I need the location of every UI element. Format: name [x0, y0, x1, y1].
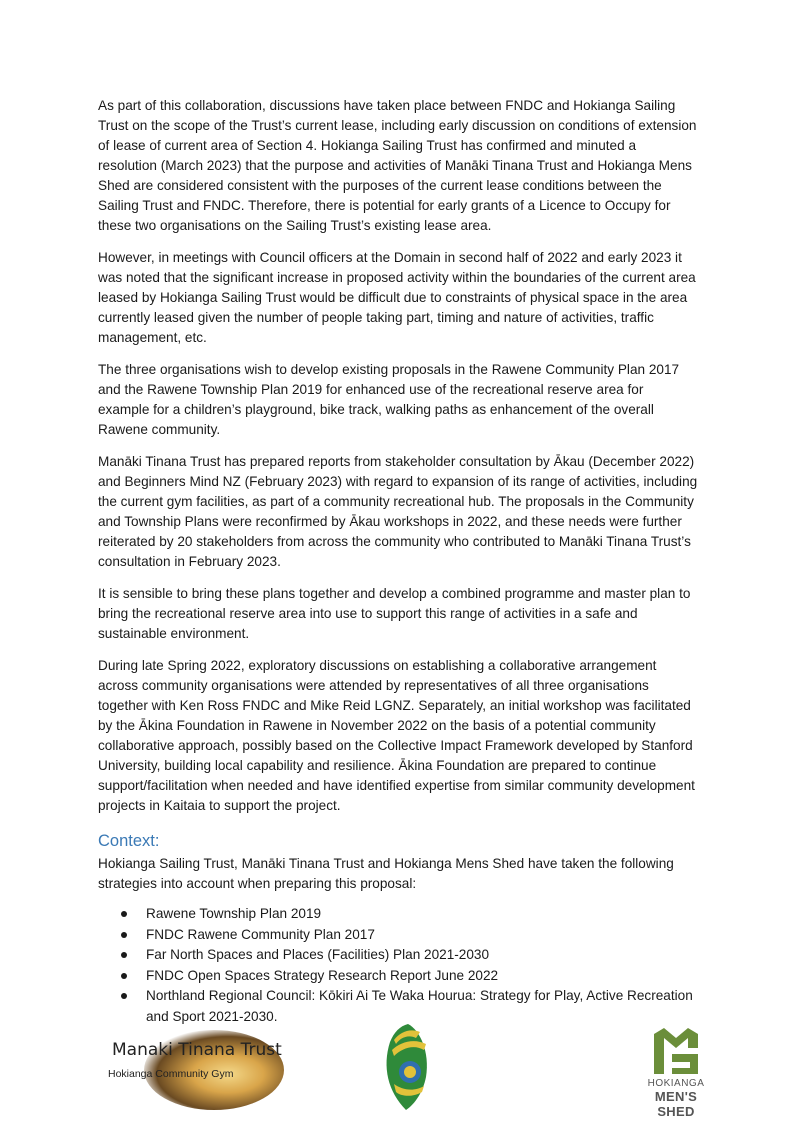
manaki-tinana-logo [106, 1030, 286, 1110]
list-item: FNDC Open Spaces Strategy Research Report June 2022 [98, 966, 698, 987]
list-item: Far North Spaces and Places (Facilities) Plan 2021-2030 [98, 945, 698, 966]
list-item: FNDC Rawene Community Plan 2017 [98, 925, 698, 946]
mens-shed-mark-icon [650, 1024, 702, 1076]
mens-shed-line2: MEN'S SHED [654, 1089, 698, 1119]
manaki-logo-subtitle: Hokianga Community Gym [108, 1068, 234, 1080]
paragraph-proposals: The three organisations wish to develop existing proposals in the Rawene Community Plan 2017 and the Rawene Township Plan 2019 for enhanced use of the recreational reserve area for example for a children’s playground, bike track, walking paths as enhancement of the overall Rawene community. [98, 362, 680, 437]
footer-logos [0, 1022, 807, 1122]
context-intro: Hokianga Sailing Trust, Manāki Tinana Trust and Hokianga Mens Shed have taken the following strategies into account when preparing this proposal: [98, 856, 674, 891]
fern-logo-icon [380, 1022, 432, 1112]
strategy-list [98, 904, 698, 1027]
manaki-logo-title: Manaki Tinana Trust [112, 1040, 282, 1060]
paragraph-lease: As part of this collaboration, discussions have taken place between FNDC and Hokianga Sailing Trust on the scope of the Trust’s current lease, including early discussion on conditions of extension of lease of current area of Section 4. Hokianga Sailing Trust has confirmed and minuted a resolution (March 2023) that the purpose and activities of Manāki Tinana Trust and Hokianga Mens Shed are considered consistent with the purposes of the current lease conditions between the Sailing Trust and FNDC. Therefore, there is potential for early grants of a Licence to Occupy for these two organisations on the Sailing Trust’s existing lease area. [98, 98, 697, 233]
mens-shed-logo [636, 1024, 716, 1119]
list-item: Rawene Township Plan 2019 [98, 904, 698, 925]
document-body [98, 96, 698, 1027]
paragraph-collaboration: During late Spring 2022, exploratory discussions on establishing a collaborative arrangement across community organisations were attended by representatives of all three organisations together with Ken Ross FNDC and Mike Reid LGNZ. Separately, an initial workshop was facilitated by the Ākina Foundation in Rawene in November 2022 on the basis of a potential community collaborative approach, possibly based on the Collective Impact Framework developed by Stanford University, building local capability and resilience. Ākina Foundation are prepared to continue support/facilitation when needed and have identified expertise from similar community development projects in Kaitaia to support the project. [98, 658, 695, 813]
context-heading: Context: [98, 832, 160, 850]
paragraph-master-plan: It is sensible to bring these plans together and develop a combined programme and master plan to bring the recreational reserve area into use to support this range of activities in a safe and sustainable environment. [98, 586, 691, 641]
paragraph-council-meetings: However, in meetings with Council officers at the Domain in second half of 2022 and early 2023 it was noted that the significant increase in proposed activity within the boundaries of the current area leased by Hokianga Sailing Trust would be difficult due to constraints of physical space in the area currently leased given the number of people taking part, timing and nature of activities, traffic management, etc. [98, 250, 696, 345]
mens-shed-line1: HOKIANGA [647, 1078, 705, 1089]
paragraph-consultation: Manāki Tinana Trust has prepared reports from stakeholder consultation by Ākau (December 2022) and Beginners Mind NZ (February 2023) with regard to expansion of its range of activities, including the current gym facilities, as part of a community recreational hub. The proposals in the Community and Township Plans were reconfirmed by Ākau workshops in 2022, and these needs were further reiterated by 20 stakeholders from across the community who contributed to Manāki Tinana Trust’s consultation in February 2023. [98, 454, 698, 569]
list-item: Northland Regional Council: Kōkiri Ai Te Waka Hourua: Strategy for Play, Active Recreation and Sport 2021-2030. [98, 986, 698, 1027]
